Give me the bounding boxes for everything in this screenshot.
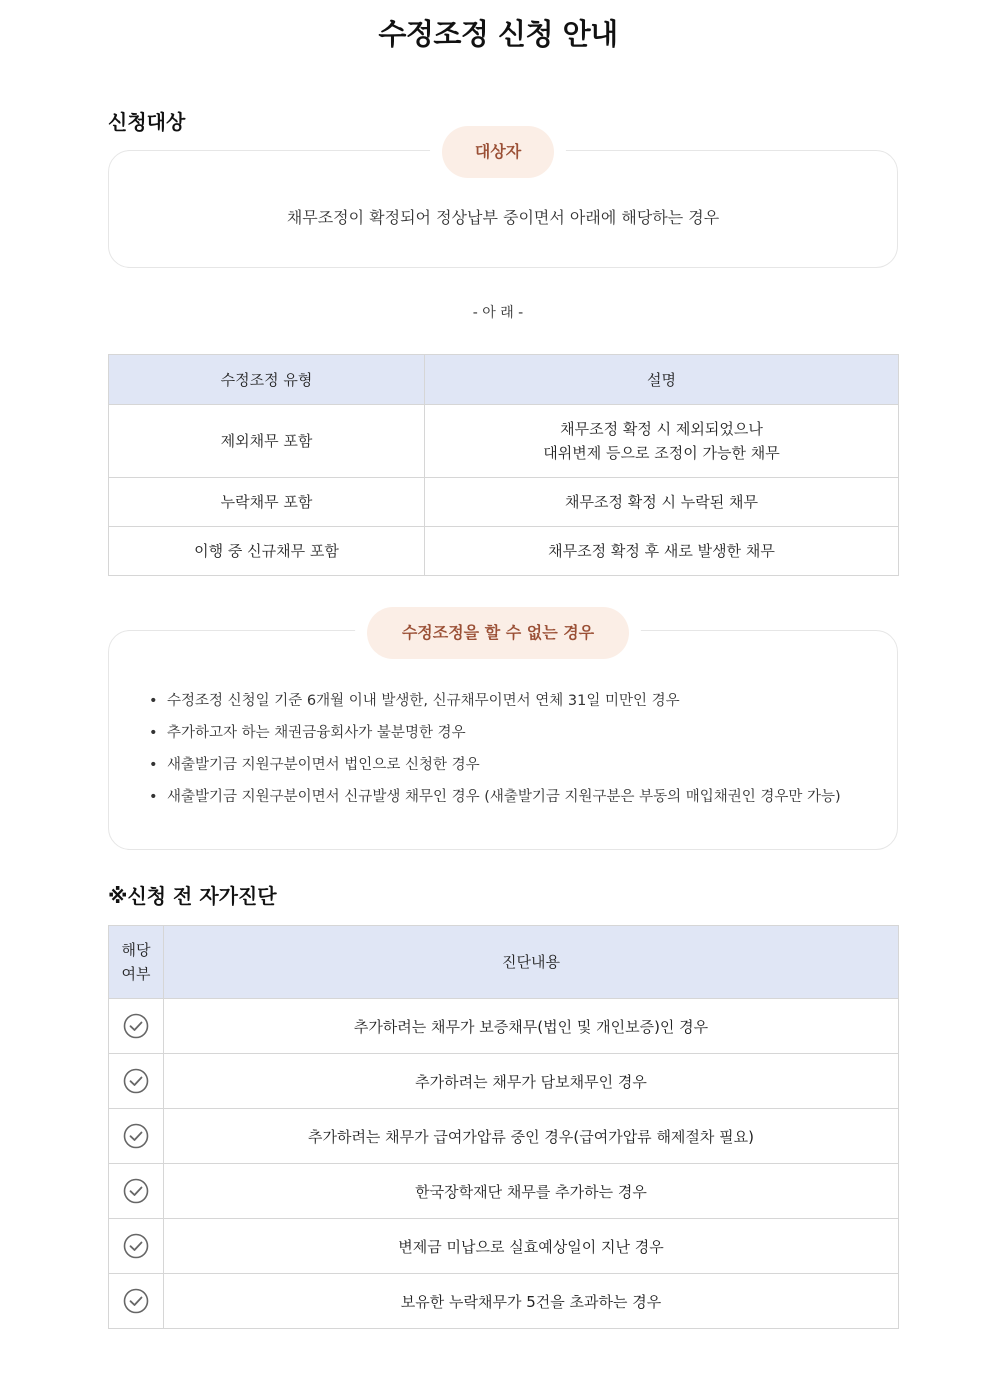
diagnosis-content-cell: 추가하려는 채무가 담보채무인 경우 <box>164 1054 899 1109</box>
header-line: 해당 <box>121 941 151 959</box>
target-description: 채무조정이 확정되어 정상납부 중이면서 아래에 해당하는 경우 <box>286 208 720 227</box>
check-circle-icon[interactable] <box>123 1288 149 1314</box>
diagnosis-content-cell: 추가하려는 채무가 급여가압류 중인 경우(급여가압류 해제절차 필요) <box>164 1109 899 1164</box>
list-item: • 수정조정 신청일 기준 6개월 이내 발생한, 신규채무이면서 연체 31일 미만인 경우 <box>149 689 841 721</box>
check-circle-icon[interactable] <box>123 1068 149 1094</box>
list-item: • 새출발기금 지원구분이면서 법인으로 신청한 경우 <box>149 753 841 785</box>
description-cell: 채무조정 확정 후 새로 발생한 채무 <box>425 527 899 576</box>
column-header-description: 설명 <box>425 355 899 405</box>
check-cell[interactable] <box>109 1219 164 1274</box>
check-cell[interactable] <box>109 1054 164 1109</box>
column-header-applicable <box>109 926 164 999</box>
table-row <box>109 1109 899 1164</box>
check-cell[interactable] <box>109 1274 164 1329</box>
diagnosis-content-cell: 변제금 미납으로 실효예상일이 지난 경우 <box>164 1219 899 1274</box>
check-circle-icon[interactable] <box>123 1123 149 1149</box>
target-pill: 대상자 <box>442 126 554 178</box>
description-line: 대위변제 등으로 조정이 가능한 채무 <box>543 444 780 462</box>
table-header-row <box>109 926 899 999</box>
table-header-row <box>109 355 899 405</box>
diagnosis-content-cell: 보유한 누락채무가 5건을 초과하는 경우 <box>164 1274 899 1329</box>
diagnosis-table <box>108 925 899 1329</box>
column-header-type: 수정조정 유형 <box>109 355 425 405</box>
list-item: • 추가하고자 하는 채권금융회사가 불분명한 경우 <box>149 721 841 753</box>
table-row <box>109 1054 899 1109</box>
table-row <box>109 1164 899 1219</box>
exclusion-list <box>149 689 841 817</box>
check-circle-icon[interactable] <box>123 1013 149 1039</box>
page-title: 수정조정 신청 안내 <box>378 17 618 51</box>
diagnosis-content-cell: 한국장학재단 채무를 추가하는 경우 <box>164 1164 899 1219</box>
check-cell[interactable] <box>109 999 164 1054</box>
check-circle-icon[interactable] <box>123 1233 149 1259</box>
description-cell <box>425 405 899 478</box>
table-row <box>109 478 899 527</box>
table-row <box>109 527 899 576</box>
type-cell: 누락채무 포함 <box>109 478 425 527</box>
table-row <box>109 999 899 1054</box>
diagnosis-content-cell: 추가하려는 채무가 보증채무(법인 및 개인보증)인 경우 <box>164 999 899 1054</box>
table-row <box>109 1219 899 1274</box>
below-note: - 아 래 - <box>472 305 524 321</box>
exclusion-card <box>108 630 898 850</box>
type-cell: 제외채무 포함 <box>109 405 425 478</box>
exclusion-pill: 수정조정을 할 수 없는 경우 <box>367 607 629 659</box>
column-header-content: 진단내용 <box>164 926 899 999</box>
description-cell: 채무조정 확정 시 누락된 채무 <box>425 478 899 527</box>
table-row <box>109 405 899 478</box>
description-line: 채무조정 확정 시 제외되었으나 <box>560 420 763 438</box>
check-circle-icon[interactable] <box>123 1178 149 1204</box>
table-row <box>109 1274 899 1329</box>
header-line: 여부 <box>121 965 151 983</box>
check-cell[interactable] <box>109 1164 164 1219</box>
check-cell[interactable] <box>109 1109 164 1164</box>
section-title-target: 신청대상 <box>108 110 186 134</box>
type-table <box>108 354 899 576</box>
type-cell: 이행 중 신규채무 포함 <box>109 527 425 576</box>
section-title-diagnosis: ※신청 전 자가진단 <box>108 884 277 908</box>
list-item: • 새출발기금 지원구분이면서 신규발생 채무인 경우 (새출발기금 지원구분은 부동의 매입채권인 경우만 가능) <box>149 785 841 817</box>
